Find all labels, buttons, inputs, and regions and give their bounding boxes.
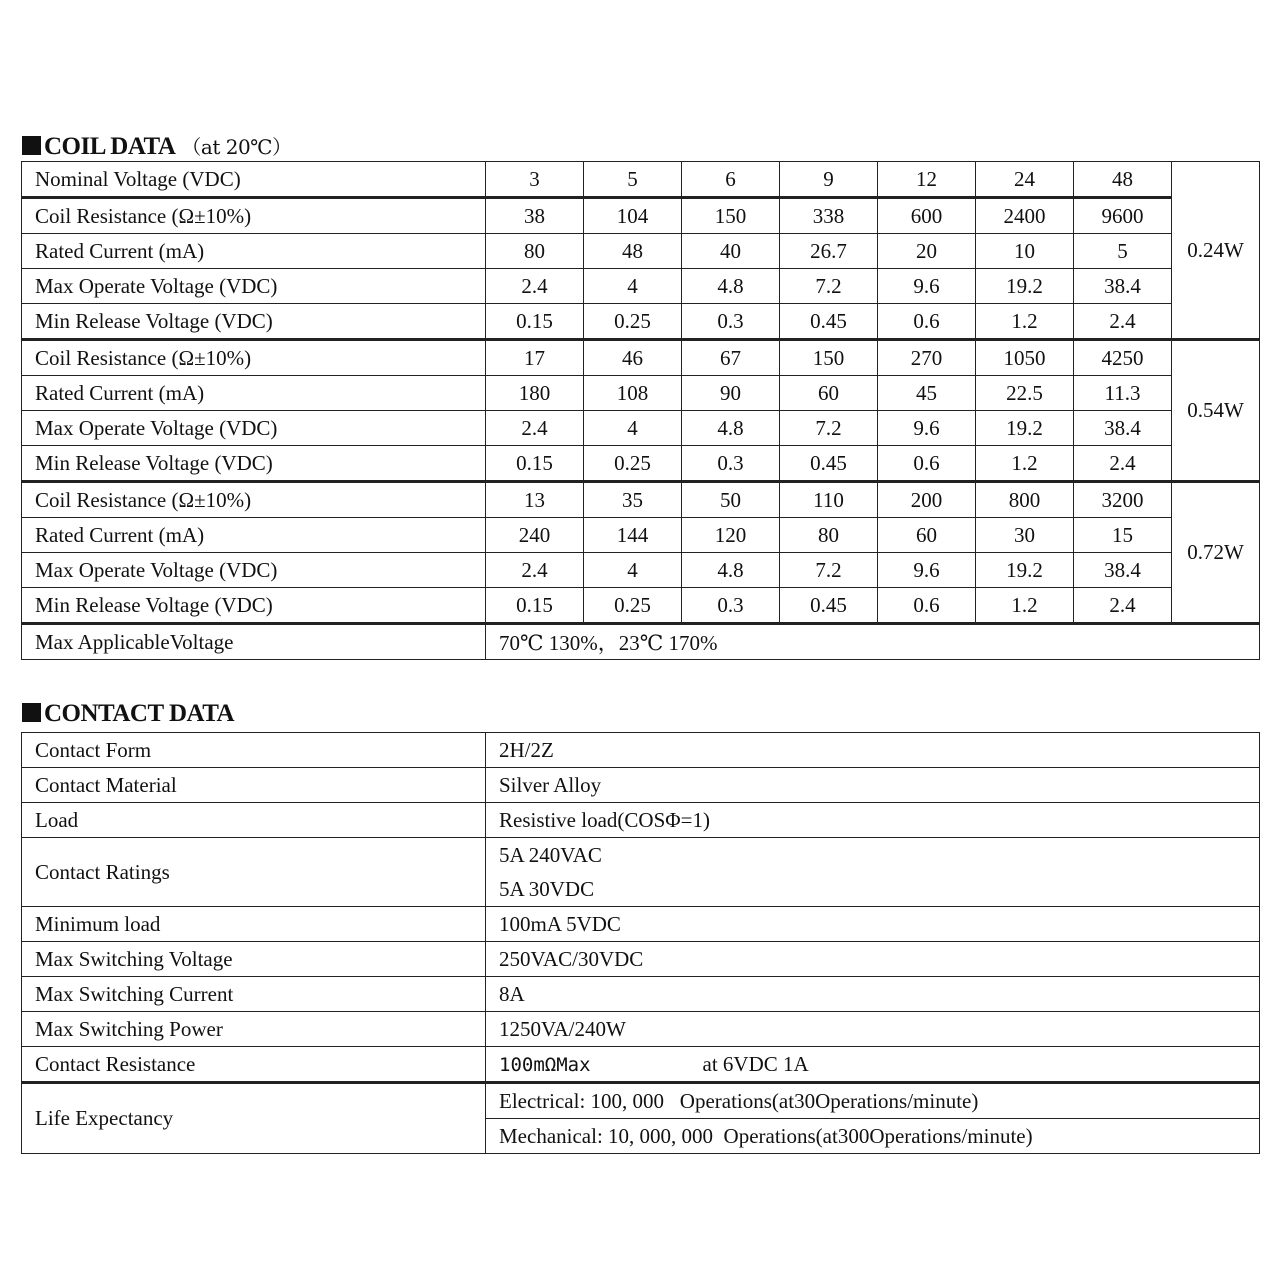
- coil-power-rating: 0.72W: [1172, 482, 1260, 624]
- contact-life-mechanical: Mechanical: 10, 000, 000 Operations(at300Operations/minute): [486, 1119, 1260, 1154]
- coil-value: 12: [878, 162, 976, 198]
- contact-label: Contact Form: [22, 733, 486, 768]
- coil-row-nominal-voltage: [22, 162, 1260, 198]
- coil-data-title: COIL DATA: [44, 133, 176, 160]
- coil-value: 4.8: [682, 553, 780, 588]
- coil-label: Min Release Voltage (VDC): [22, 304, 486, 340]
- coil-data-table: [21, 161, 1260, 660]
- coil-label: Rated Current (mA): [22, 518, 486, 553]
- coil-row: [22, 376, 1260, 411]
- coil-value: 9.6: [878, 269, 976, 304]
- coil-value: 2400: [976, 198, 1074, 234]
- coil-label: Max Operate Voltage (VDC): [22, 269, 486, 304]
- coil-value: 4: [584, 553, 682, 588]
- coil-row: [22, 588, 1260, 624]
- coil-value: 4.8: [682, 269, 780, 304]
- coil-row-max-applicable-voltage: [22, 624, 1260, 660]
- contact-resistance-value: [486, 1047, 1260, 1083]
- coil-row: [22, 340, 1260, 376]
- coil-value: 4.8: [682, 411, 780, 446]
- contact-row: [22, 977, 1260, 1012]
- square-bullet-icon: [22, 136, 41, 155]
- coil-value: 7.2: [780, 411, 878, 446]
- coil-row: [22, 304, 1260, 340]
- contact-label: Load: [22, 803, 486, 838]
- coil-row: [22, 198, 1260, 234]
- coil-value: 48: [1074, 162, 1172, 198]
- coil-row: [22, 482, 1260, 518]
- contact-data-title: CONTACT DATA: [44, 700, 235, 727]
- coil-value: 19.2: [976, 269, 1074, 304]
- coil-value: 80: [486, 234, 584, 269]
- coil-value: 108: [584, 376, 682, 411]
- coil-row: [22, 446, 1260, 482]
- coil-value: 150: [780, 340, 878, 376]
- coil-value: 11.3: [1074, 376, 1172, 411]
- coil-value: 60: [878, 518, 976, 553]
- coil-value: 0.3: [682, 304, 780, 340]
- coil-value: 0.15: [486, 446, 584, 482]
- coil-value: 1050: [976, 340, 1074, 376]
- coil-value: 1.2: [976, 304, 1074, 340]
- coil-value: 4250: [1074, 340, 1172, 376]
- coil-label: Min Release Voltage (VDC): [22, 446, 486, 482]
- coil-value: 144: [584, 518, 682, 553]
- coil-value: 24: [976, 162, 1074, 198]
- coil-value: 9.6: [878, 411, 976, 446]
- coil-value: 40: [682, 234, 780, 269]
- coil-value: 0.25: [584, 304, 682, 340]
- coil-label: Max Operate Voltage (VDC): [22, 411, 486, 446]
- coil-value: 0.3: [682, 588, 780, 624]
- coil-value: 19.2: [976, 553, 1074, 588]
- coil-value: 38.4: [1074, 269, 1172, 304]
- coil-value: 10: [976, 234, 1074, 269]
- coil-value: 3: [486, 162, 584, 198]
- coil-value: 2.4: [1074, 446, 1172, 482]
- contact-value: Silver Alloy: [486, 768, 1260, 803]
- contact-value: Resistive load(COSΦ=1): [486, 803, 1260, 838]
- contact-label: Life Expectancy: [22, 1083, 486, 1154]
- coil-value: 180: [486, 376, 584, 411]
- coil-value: 0.45: [780, 446, 878, 482]
- coil-value: 38: [486, 198, 584, 234]
- coil-value: 46: [584, 340, 682, 376]
- coil-value: 5: [584, 162, 682, 198]
- contact-data-heading: [22, 700, 234, 728]
- coil-value: 7.2: [780, 553, 878, 588]
- coil-row: [22, 518, 1260, 553]
- coil-value: 60: [780, 376, 878, 411]
- coil-value: 120: [682, 518, 780, 553]
- coil-power-rating: 0.24W: [1172, 162, 1260, 340]
- coil-label: Min Release Voltage (VDC): [22, 588, 486, 624]
- contact-value-line: 5A 30VDC: [499, 877, 595, 901]
- coil-value: 4: [584, 269, 682, 304]
- coil-value: 26.7: [780, 234, 878, 269]
- coil-value: 35: [584, 482, 682, 518]
- contact-label: Max Switching Power: [22, 1012, 486, 1047]
- coil-value: 80: [780, 518, 878, 553]
- contact-value: 250VAC/30VDC: [486, 942, 1260, 977]
- coil-value: 0.15: [486, 588, 584, 624]
- coil-value: 0.6: [878, 446, 976, 482]
- coil-value: 338: [780, 198, 878, 234]
- coil-value: 200: [878, 482, 976, 518]
- contact-label: Max Switching Current: [22, 977, 486, 1012]
- square-bullet-icon: [22, 703, 41, 722]
- coil-row: [22, 234, 1260, 269]
- coil-label: Coil Resistance (Ω±10%): [22, 482, 486, 518]
- coil-value: 110: [780, 482, 878, 518]
- contact-row: [22, 907, 1260, 942]
- contact-row: [22, 838, 1260, 907]
- coil-value: 2.4: [1074, 304, 1172, 340]
- coil-data-heading: [22, 131, 292, 161]
- coil-value: 3200: [1074, 482, 1172, 518]
- coil-value: 1.2: [976, 588, 1074, 624]
- coil-value: 0.6: [878, 304, 976, 340]
- coil-value: 0.45: [780, 304, 878, 340]
- coil-value: 50: [682, 482, 780, 518]
- coil-value: 0.3: [682, 446, 780, 482]
- coil-value: 270: [878, 340, 976, 376]
- coil-value: 0.45: [780, 588, 878, 624]
- coil-value: 2.4: [486, 553, 584, 588]
- coil-value: 800: [976, 482, 1074, 518]
- coil-value: 5: [1074, 234, 1172, 269]
- coil-value: 48: [584, 234, 682, 269]
- coil-value: 9600: [1074, 198, 1172, 234]
- coil-label: Rated Current (mA): [22, 234, 486, 269]
- coil-value: 17: [486, 340, 584, 376]
- contact-row: [22, 1012, 1260, 1047]
- contact-value-line: 5A 240VAC: [499, 843, 602, 867]
- contact-label: Max Switching Voltage: [22, 942, 486, 977]
- coil-row: [22, 411, 1260, 446]
- contact-resistance-amount: 100mΩMax: [499, 1053, 591, 1076]
- coil-value: 2.4: [486, 269, 584, 304]
- coil-value: 0.25: [584, 446, 682, 482]
- coil-value: 45: [878, 376, 976, 411]
- contact-row-life-electrical: [22, 1083, 1260, 1119]
- contact-value: [486, 838, 1260, 907]
- coil-row: [22, 553, 1260, 588]
- contact-value: 1250VA/240W: [486, 1012, 1260, 1047]
- coil-value: 6: [682, 162, 780, 198]
- contact-value: 100mA 5VDC: [486, 907, 1260, 942]
- coil-label: Coil Resistance (Ω±10%): [22, 198, 486, 234]
- contact-label: Minimum load: [22, 907, 486, 942]
- coil-value: 19.2: [976, 411, 1074, 446]
- coil-row: [22, 269, 1260, 304]
- coil-value: 38.4: [1074, 411, 1172, 446]
- coil-value: 0.25: [584, 588, 682, 624]
- contact-value: 2H/2Z: [486, 733, 1260, 768]
- coil-value: 600: [878, 198, 976, 234]
- coil-label: Nominal Voltage (VDC): [22, 162, 486, 198]
- coil-value: 2.4: [1074, 588, 1172, 624]
- contact-row: [22, 768, 1260, 803]
- coil-value: 104: [584, 198, 682, 234]
- contact-row: [22, 733, 1260, 768]
- coil-value: 0.6: [878, 588, 976, 624]
- coil-max-applicable-value: 70℃ 130%，23℃ 170%: [486, 624, 1260, 660]
- contact-value: 8A: [486, 977, 1260, 1012]
- contact-row: [22, 803, 1260, 838]
- contact-row-resistance: [22, 1047, 1260, 1083]
- coil-value: 4: [584, 411, 682, 446]
- coil-power-rating: 0.54W: [1172, 340, 1260, 482]
- coil-label: Rated Current (mA): [22, 376, 486, 411]
- coil-value: 20: [878, 234, 976, 269]
- coil-value: 9.6: [878, 553, 976, 588]
- coil-value: 67: [682, 340, 780, 376]
- contact-row: [22, 942, 1260, 977]
- coil-value: 30: [976, 518, 1074, 553]
- coil-label: Coil Resistance (Ω±10%): [22, 340, 486, 376]
- contact-label: Contact Ratings: [22, 838, 486, 907]
- coil-label: Max Operate Voltage (VDC): [22, 553, 486, 588]
- contact-data-table: [21, 732, 1260, 1154]
- coil-label: Max ApplicableVoltage: [22, 624, 486, 660]
- coil-value: 13: [486, 482, 584, 518]
- contact-label: Contact Material: [22, 768, 486, 803]
- coil-value: 9: [780, 162, 878, 198]
- coil-value: 15: [1074, 518, 1172, 553]
- coil-data-temperature-note: （at 20℃）: [181, 135, 292, 159]
- coil-value: 90: [682, 376, 780, 411]
- coil-value: 150: [682, 198, 780, 234]
- coil-value: 7.2: [780, 269, 878, 304]
- contact-label: Contact Resistance: [22, 1047, 486, 1083]
- coil-value: 22.5: [976, 376, 1074, 411]
- contact-life-electrical: Electrical: 100, 000 Operations(at30Operations/minute): [486, 1083, 1260, 1119]
- coil-value: 1.2: [976, 446, 1074, 482]
- coil-value: 2.4: [486, 411, 584, 446]
- coil-value: 240: [486, 518, 584, 553]
- coil-value: 0.15: [486, 304, 584, 340]
- coil-value: 38.4: [1074, 553, 1172, 588]
- contact-resistance-condition: at 6VDC 1A: [702, 1051, 809, 1076]
